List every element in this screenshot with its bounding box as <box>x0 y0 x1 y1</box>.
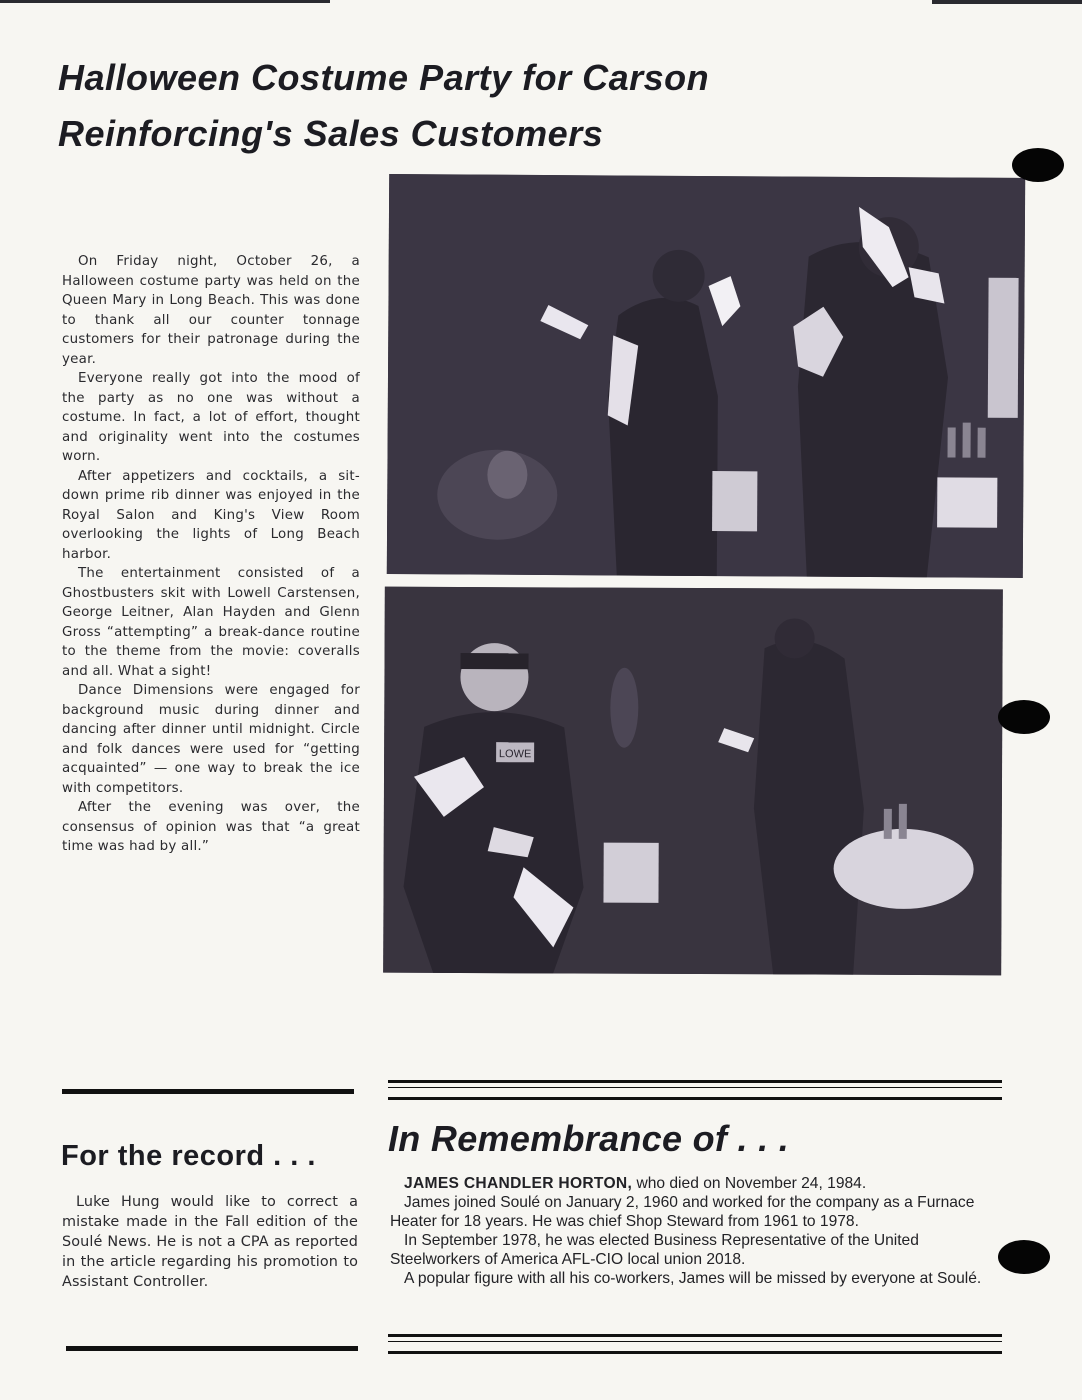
record-body: Luke Hung would like to correct a mistake made in the Fall edition of the Soulé News. He is not a CPA as reported in the article regarding his promotion to Assistant Controller. <box>62 1194 358 1290</box>
page-top-edge-right <box>932 0 1082 4</box>
record-rule-top <box>62 1089 354 1094</box>
article-paragraph: On Friday night, October 26, a Halloween costume party was held on the Queen Mary in Long Beach. This was done to thank all our counter tonnage customers for their patronage during the year. <box>62 254 360 367</box>
headline-line-1: Halloween Costume Party for Carson <box>58 57 710 98</box>
remembrance-body <box>390 1174 1002 1288</box>
article-paragraph: The entertainment consisted of a Ghostbusters skit with Lowell Carstensen, George Leitner, Alan Hayden and Glenn Gross “attempting” a break-dance routine to the theme from the movie: coveralls and all. What a sight! <box>62 566 360 679</box>
article-paragraph: After appetizers and cocktails, a sit-down prime rib dinner was enjoyed in the Royal Salon and King's View Room overlooking the lights of Long Beach harbor. <box>62 468 360 562</box>
binder-hole-3 <box>998 1240 1050 1274</box>
article-paragraph: Everyone really got into the mood of the party as no one was without a costume. In fact, a lot of effort, thought and originality went into the costumes worn. <box>62 371 360 464</box>
remembrance-paragraph: In September 1978, he was elected Business Representative of the United Steelworkers of America AFL-CIO local union 2018. <box>390 1232 919 1268</box>
remembrance-rule-top <box>388 1080 1002 1100</box>
article-paragraph: Dance Dimensions were engaged for background music during dinner and dancing after dinner until midnight. Circle and folk dances were used for “getting acquainted” — one way to break the ice with competitors. <box>62 683 360 796</box>
record-rule-bottom <box>66 1346 358 1351</box>
remembrance-heading: In Remembrance of . . . <box>388 1118 790 1159</box>
binder-hole-1 <box>1012 148 1064 182</box>
record-heading: For the record . . . <box>61 1140 316 1172</box>
party-photo-headband-guest <box>383 587 1003 976</box>
article-paragraph: After the evening was over, the consensus of opinion was that “a great time was had by all.” <box>62 800 360 854</box>
binder-hole-2 <box>998 700 1050 734</box>
costume-name-tag: LOWE <box>498 748 532 761</box>
remembrance-name: JAMES CHANDLER HORTON, <box>404 1175 633 1192</box>
page-top-edge-left <box>0 0 330 3</box>
headline-line-2: Reinforcing's Sales Customers <box>58 113 604 154</box>
party-photo-ghostbusters-skit <box>387 174 1025 578</box>
remembrance-rule-bottom <box>388 1334 1002 1354</box>
remembrance-name-rest: who died on November 24, 1984. <box>632 1175 867 1192</box>
article-body <box>62 252 360 857</box>
remembrance-paragraph: A popular figure with all his co-workers, James will be missed by everyone at Soulé. <box>404 1270 982 1287</box>
remembrance-name-line <box>390 1174 1002 1193</box>
article-headline <box>58 50 918 162</box>
remembrance-paragraph: James joined Soulé on January 2, 1960 and worked for the company as a Furnace Heater for 18 years. He was chief Shop Steward from 1961 to 1978. <box>390 1194 975 1230</box>
